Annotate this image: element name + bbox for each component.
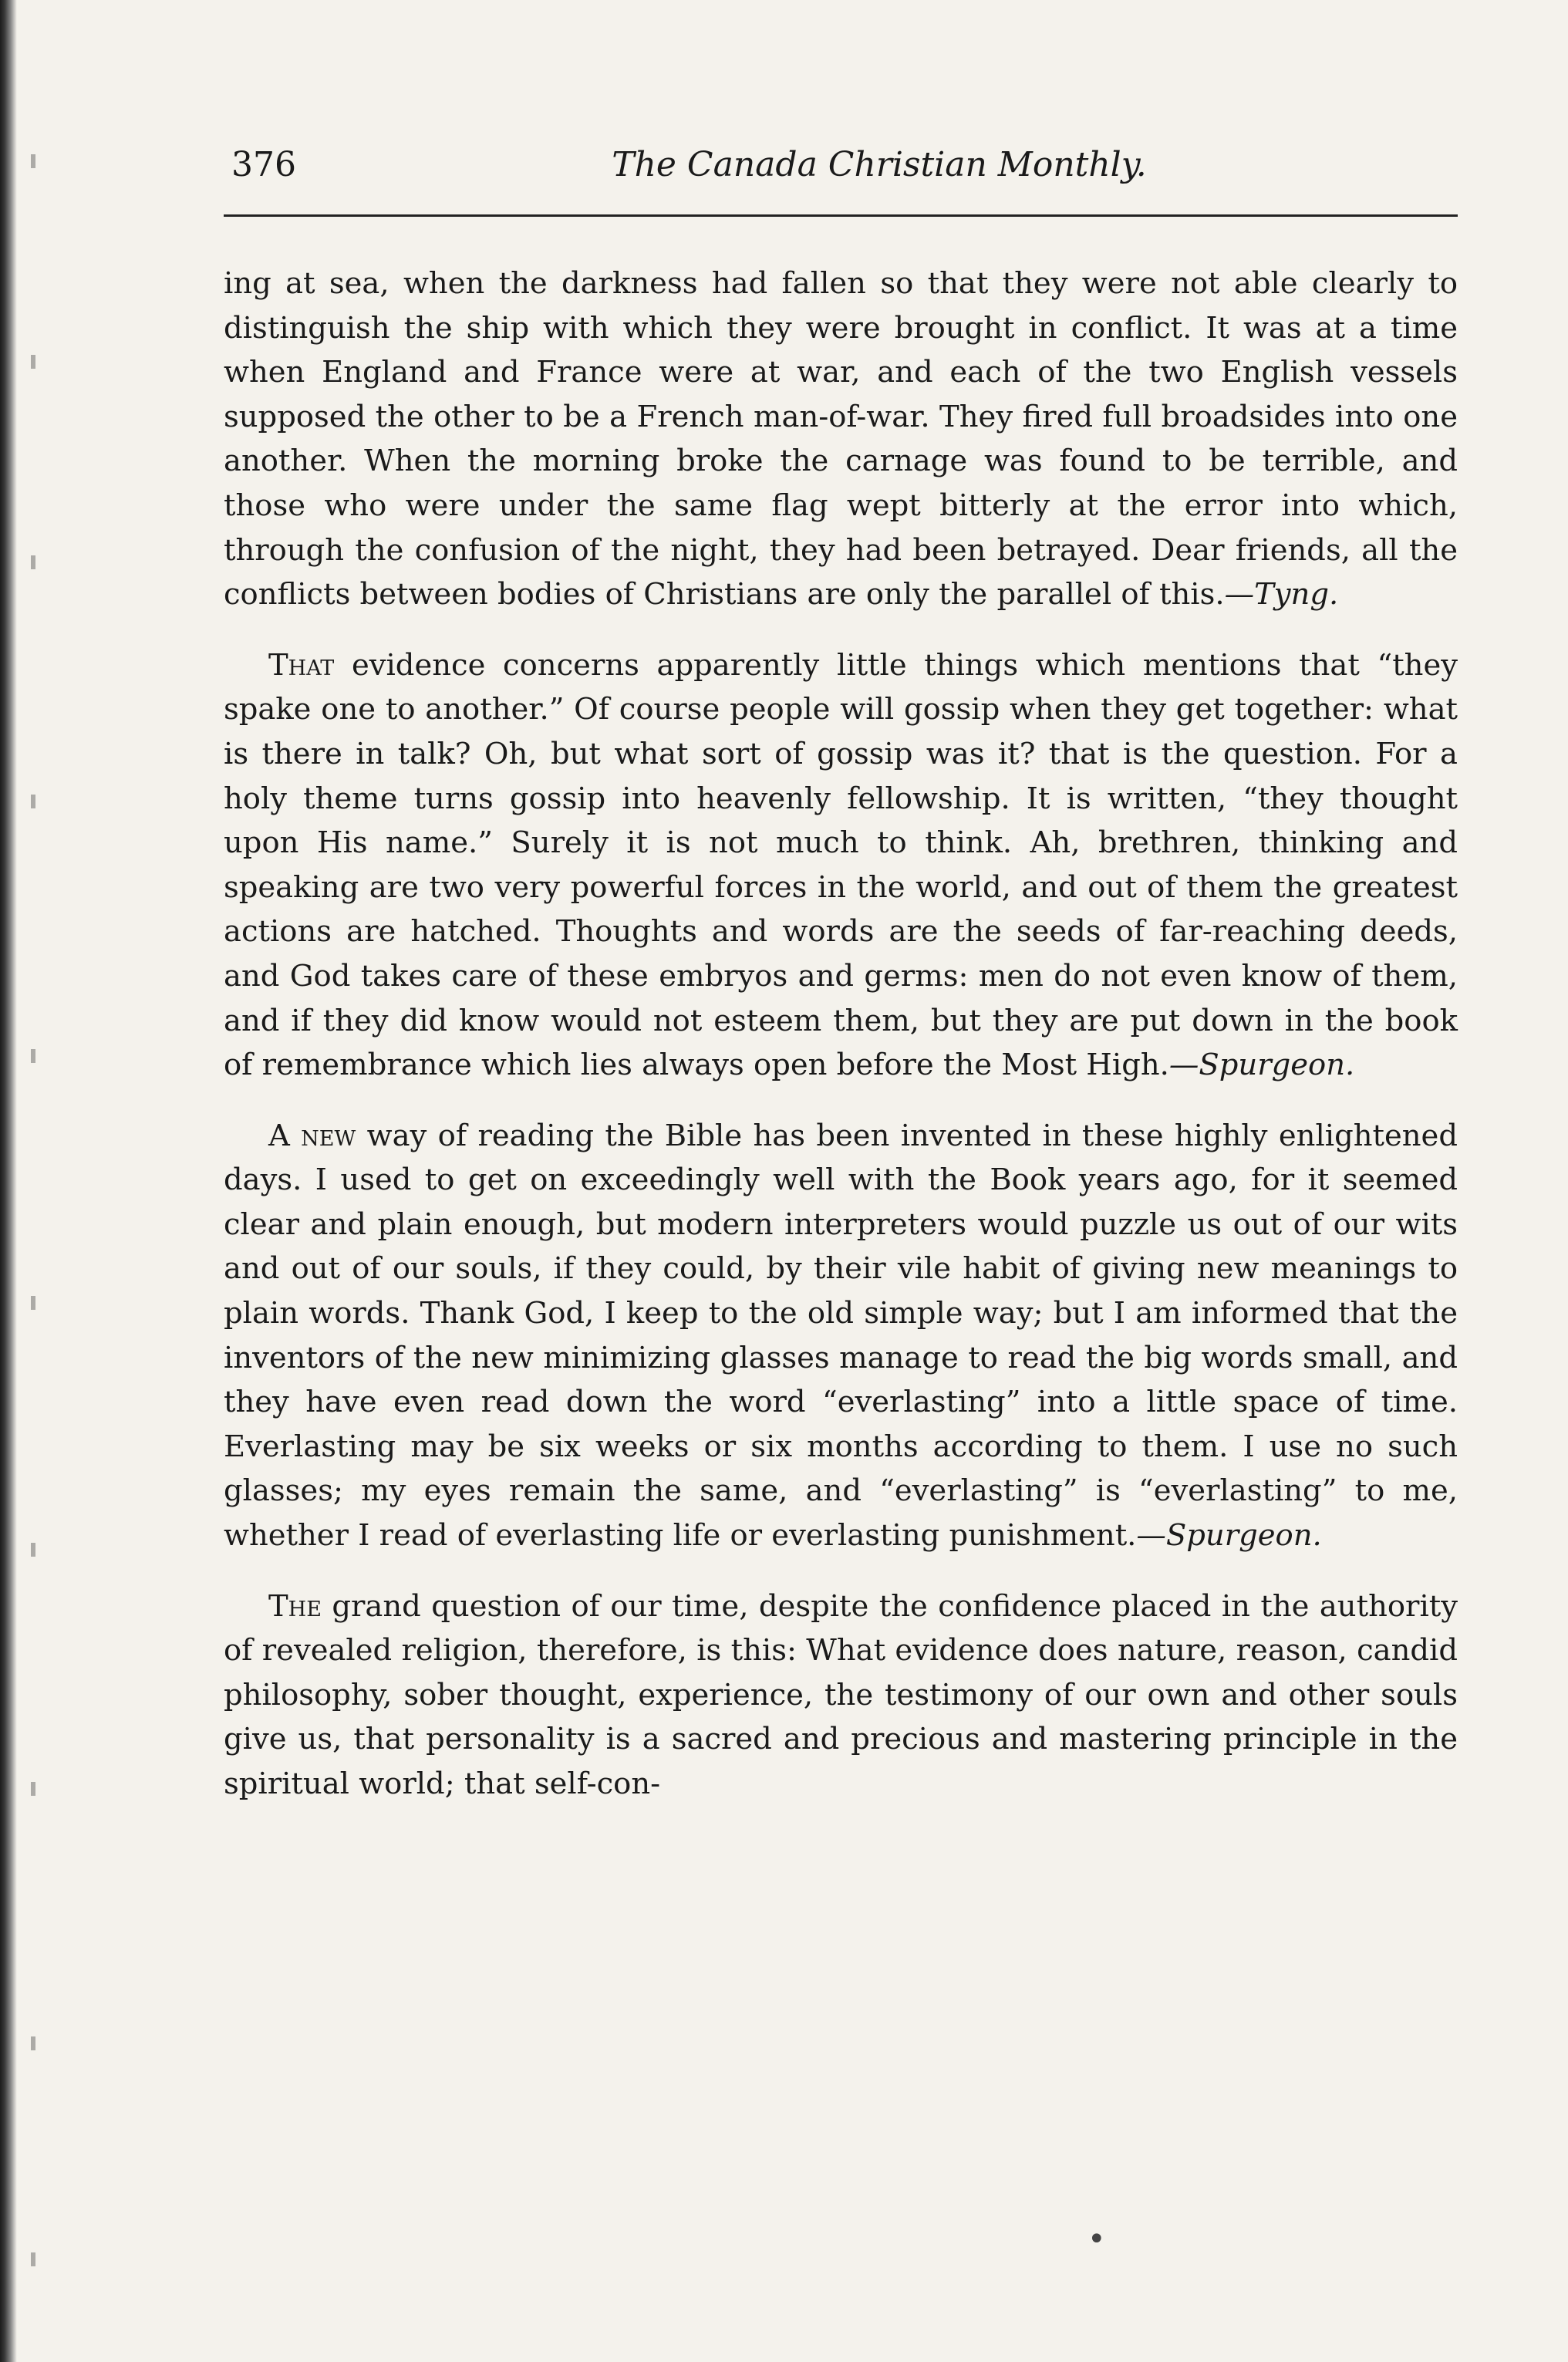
scan-binding-shadow bbox=[0, 0, 17, 2362]
paragraph-4-lead: The bbox=[268, 1588, 322, 1624]
paragraph-3-lead: A new bbox=[268, 1118, 356, 1153]
paragraph-4-text: grand question of our time, despite the confidence placed in the authority of revealed religion, therefore, is this: What evidence does nature, reason, candid philosophy, sober thought, experience, the testimony of our own and other souls give us, that personality is a sacred and precious and mastering principle in the spiritual world; that self-con- bbox=[224, 1588, 1458, 1801]
paragraph-3-text: way of reading the Bible has been invented in these highly enlightened days. I used to get on exceedingly well with the Book years ago, for it seemed clear and plain enough, but modern interpreters would puzzle us out of our wits and out of our souls, if they could, by their vile habit of giving new meanings to plain words. Thank God, I keep to the old simple way; but I am informed that the inventors of the new minimizing glasses manage to read the big words small, and they have even read down the word “everlasting” into a little space of time. Everlasting may be six weeks or six months according to them. I use no such glasses; my eyes remain the same, and “everlasting” is “everlasting” to me, whether I read of everlasting life or everlasting punishment. bbox=[224, 1118, 1458, 1554]
paragraph-1-text: ing at sea, when the darkness had fallen so that they were not able clearly to distinguish the ship with which they were brought in conflict. It was at a time when England and France were at war, and each of the two English vessels supposed the other to be a French man-of-war. They fired full broadsides into one another. When the morning broke the carnage was found to be terrible, and those who were under the same flag wept bitterly at the error into which, through the confusion of the night, they had been betrayed. Dear friends, all the conflicts between bodies of Christians are only the parallel of this. bbox=[224, 266, 1458, 612]
paragraph-3-attribution: —Spurgeon. bbox=[1136, 1518, 1322, 1554]
header-rule bbox=[224, 214, 1458, 217]
paragraph-2 bbox=[224, 643, 1458, 1088]
paragraph-2-text: evidence concerns apparently little things which mentions that “they spake one to another.” Of course people will gossip when they get together: what is there in talk? Oh, but what sort of gossip was it? that is the question. For a holy theme turns gossip into heavenly fellowship. It is written, “they thought upon His name.” Surely it is not much to think. Ah, brethren, thinking and speaking are two very powerful forces in the world, and out of them the greatest actions are hatched. Thoughts and words are the seeds of far-reaching deeds, and God takes care of these embryos and germs: men do not even know of them, and if they did know would not esteem them, but they are put down in the book of remembrance which lies always open before the Most High. bbox=[224, 647, 1458, 1083]
journal-title: The Canada Christian Monthly. bbox=[612, 145, 1147, 184]
paragraph-1-attribution: —Tyng. bbox=[1224, 577, 1339, 612]
paragraph-3 bbox=[224, 1114, 1458, 1558]
paragraph-2-lead: That bbox=[268, 647, 335, 683]
ink-speck: • bbox=[1087, 2222, 1106, 2257]
running-head bbox=[224, 139, 1458, 193]
paragraph-1 bbox=[224, 262, 1458, 617]
paragraph-2-attribution: —Spurgeon. bbox=[1168, 1048, 1355, 1083]
page-number: 376 bbox=[231, 145, 296, 184]
paragraph-4 bbox=[224, 1584, 1458, 1807]
scan-margin-marks bbox=[31, 93, 54, 2330]
page-body bbox=[224, 139, 1458, 1833]
